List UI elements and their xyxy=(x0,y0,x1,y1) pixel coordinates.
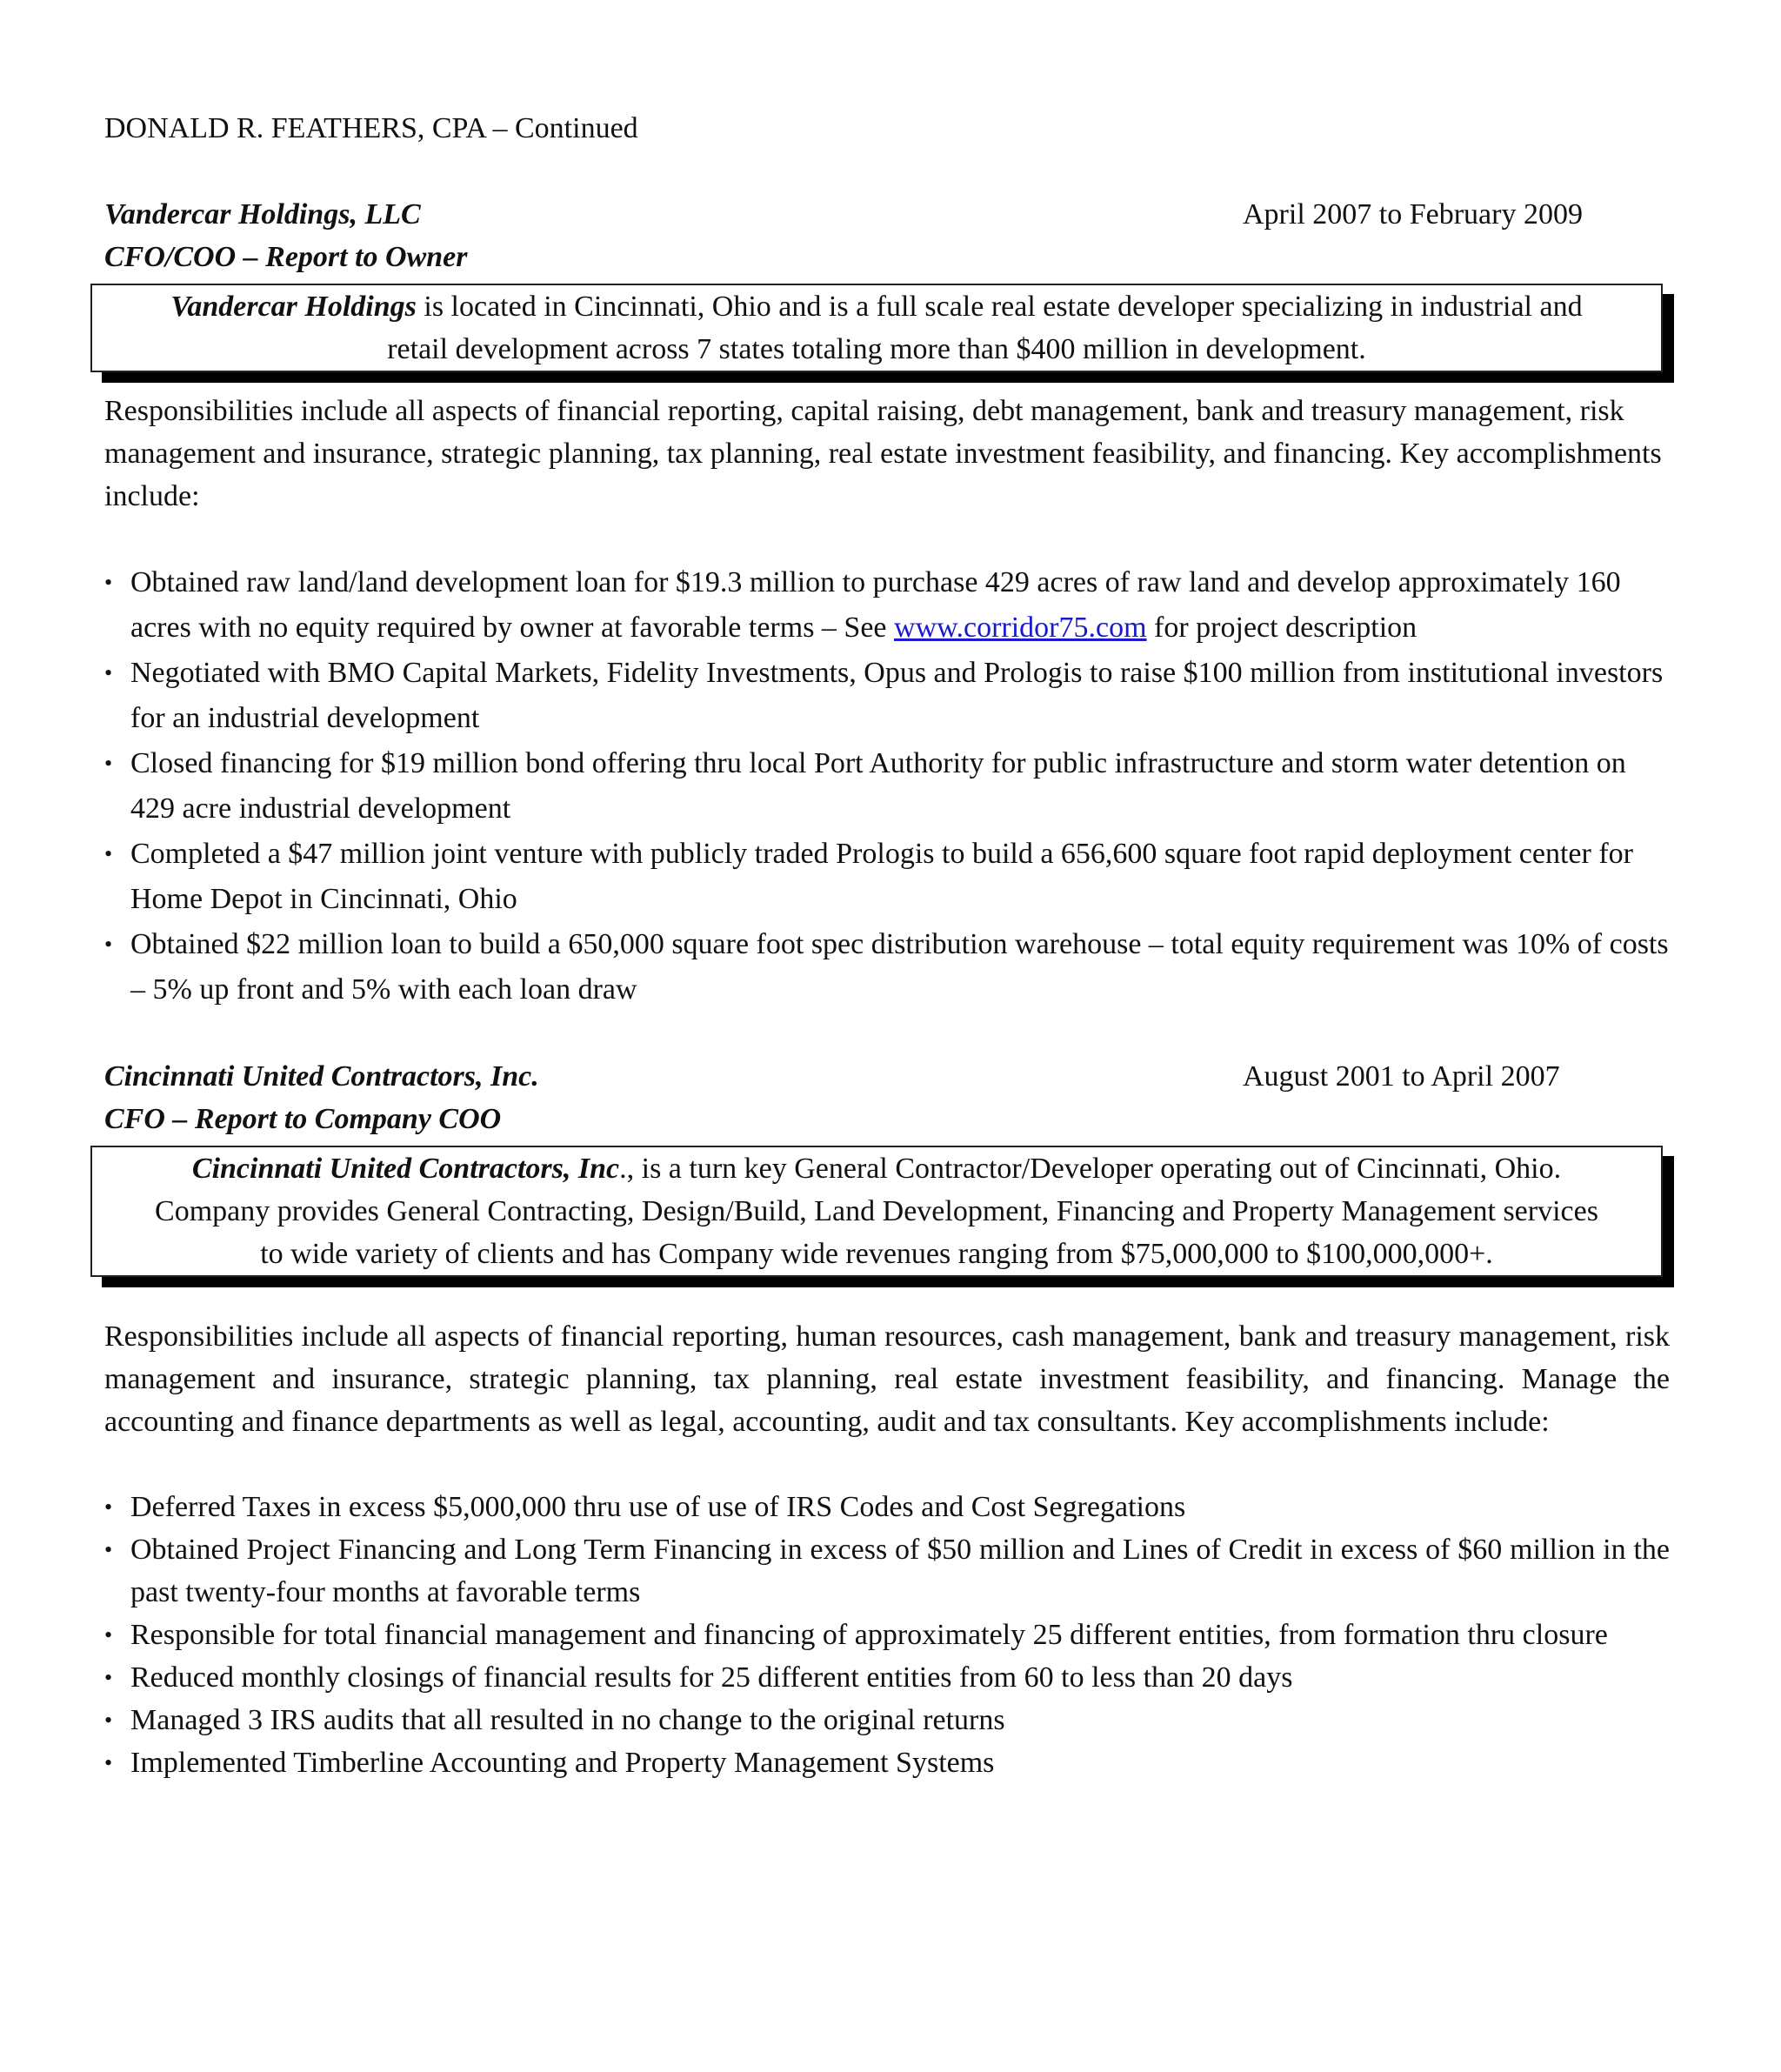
company-summary-text: is located in Cincinnati, Ohio and is a full scale real estate developer specializing in industrial and xyxy=(416,291,1583,323)
job-title: CFO – Report to Company COO xyxy=(104,1103,502,1135)
list-item: • Obtained Project Financing and Long Term Financing in excess of $50 million and Lines of Credit in excess of $60 million in the past twenty-four months at favorable terms xyxy=(104,1528,1670,1614)
list-item: • Obtained raw land/land development loan for $19.3 million to purchase 429 acres of raw land and develop approximately 160 acres with no equity required by owner at favorable terms – See www.corridor75.com for project description xyxy=(104,560,1670,651)
bullet-icon: • xyxy=(104,1708,113,1733)
bullet-icon: • xyxy=(104,1665,113,1690)
responsibilities-paragraph: Responsibilities include all aspects of financial reporting, capital raising, debt management, bank and treasury management, risk management and insurance, strategic planning, tax planning, real estate investment feasibility, and financing. Key accomplishments include: xyxy=(104,395,1662,512)
company-summary-text: Company provides General Contracting, Design/Build, Land Development, Financing and Property Management services xyxy=(155,1195,1598,1227)
bullet-icon: • xyxy=(104,841,113,866)
company-summary-lead: Vandercar Holdings xyxy=(170,291,417,323)
list-item: • Completed a $47 million joint venture with publicly traded Prologis to build a 656,600 square foot rapid deployment center for Home Depot in Cincinnati, Ohio xyxy=(104,832,1670,922)
list-item: • Negotiated with BMO Capital Markets, Fidelity Investments, Opus and Prologis to raise $100 million from institutional investors for an industrial development xyxy=(104,651,1670,741)
list-item: • Reduced monthly closings of financial results for 25 different entities from 60 to less than 20 days xyxy=(104,1656,1670,1699)
accomplishments-list xyxy=(104,1486,1670,1784)
company-summary-text: retail development across 7 states totaling more than $400 million in development. xyxy=(387,333,1366,365)
bullet-icon: • xyxy=(104,570,113,595)
list-item: • Managed 3 IRS audits that all resulted in no change to the original returns xyxy=(104,1699,1670,1741)
job-header xyxy=(104,1055,1670,1140)
bullet-icon: • xyxy=(104,932,113,957)
list-item: • Responsible for total financial management and financing of approximately 25 different entities, from formation thru closure xyxy=(104,1614,1670,1656)
list-item: • Deferred Taxes in excess $5,000,000 thru use of use of IRS Codes and Cost Segregations xyxy=(104,1486,1670,1528)
bullet-icon: • xyxy=(104,660,113,685)
list-item: • Closed financing for $19 million bond offering thru local Port Authority for public infrastructure and storm water detention on 429 acre industrial development xyxy=(104,741,1670,832)
company-summary-box xyxy=(90,1146,1663,1277)
list-item: • Implemented Timberline Accounting and Property Management Systems xyxy=(104,1741,1670,1784)
company-name: Vandercar Holdings, LLC xyxy=(104,198,421,231)
employment-dates: August 2001 to April 2007 xyxy=(1243,1060,1560,1093)
bullet-icon: • xyxy=(104,1750,113,1775)
company-summary-lead: Cincinnati United Contractors, Inc xyxy=(191,1153,620,1185)
company-summary-text: to wide variety of clients and has Company wide revenues ranging from $75,000,000 to $100,000,000+. xyxy=(260,1238,1493,1270)
resume-page xyxy=(104,107,1670,1784)
company-name: Cincinnati United Contractors, Inc. xyxy=(104,1060,539,1093)
bullet-icon: • xyxy=(104,1494,113,1520)
list-item: • Obtained $22 million loan to build a 650,000 square foot spec distribution warehouse – total equity requirement was 10% of costs – 5% up front and 5% with each loan draw xyxy=(104,922,1670,1013)
job-cincinnati-united xyxy=(104,1055,1670,1784)
company-summary-box xyxy=(90,284,1663,372)
bullet-icon: • xyxy=(104,1537,113,1562)
responsibilities-paragraph: Responsibilities include all aspects of financial reporting, human resources, cash management, bank and treasury management, risk management and insurance, strategic planning, tax planning, real estate investment feasibility, and financing. Manage the accounting and finance departments as well as legal, accounting, audit and tax consultants. Key accomplishments include: xyxy=(104,1320,1670,1438)
bullet-icon: • xyxy=(104,1622,113,1648)
corridor75-link[interactable]: www.corridor75.com xyxy=(894,612,1147,644)
job-vandercar xyxy=(104,193,1670,1013)
accomplishments-list xyxy=(104,560,1670,1013)
employment-dates: April 2007 to February 2009 xyxy=(1243,198,1583,231)
job-title: CFO/COO – Report to Owner xyxy=(104,241,468,273)
running-head: DONALD R. FEATHERS, CPA – Continued xyxy=(104,112,638,144)
bullet-icon: • xyxy=(104,751,113,776)
job-header xyxy=(104,193,1670,278)
company-summary-text: ., is a turn key General Contractor/Developer operating out of Cincinnati, Ohio. xyxy=(619,1153,1562,1185)
